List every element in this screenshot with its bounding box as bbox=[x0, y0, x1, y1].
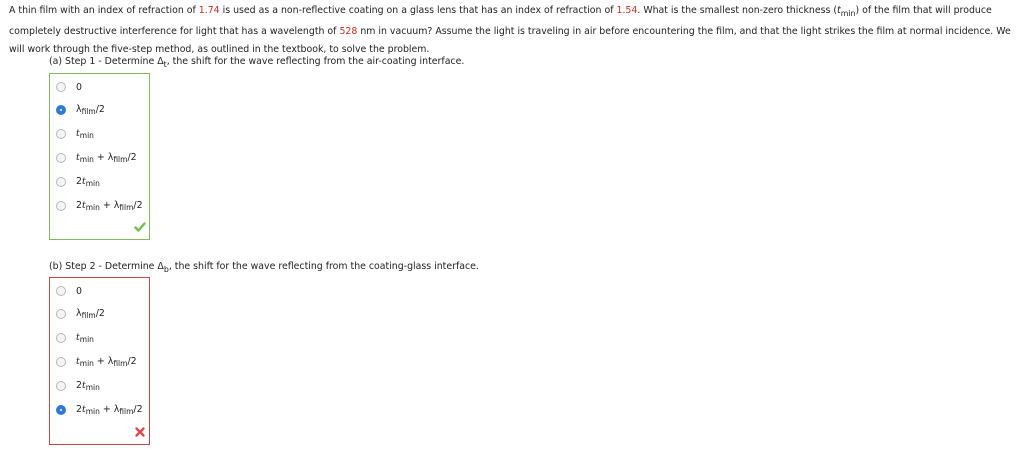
problem-text: . What is the smallest non-zero thickness ( bbox=[637, 5, 838, 16]
tmin-symbol: t bbox=[837, 5, 841, 16]
radio-button[interactable] bbox=[56, 82, 66, 92]
option-label: 0 bbox=[76, 285, 82, 297]
problem-text: nm in vacuum? Assume the light is traveling in air before encountering the film, and that the light strikes the film at normal incidence. We will work through the five-step method, as outlined in the textbook, to solve the problem. bbox=[9, 25, 1011, 55]
option-label: $\lambda_{film}/2$ bbox=[76, 104, 105, 116]
radio-button[interactable] bbox=[56, 309, 66, 319]
problem-text: A thin film with an index of refraction of bbox=[9, 5, 199, 16]
part-b-option-2[interactable] bbox=[56, 331, 94, 345]
radio-button[interactable] bbox=[56, 357, 66, 367]
radio-button[interactable] bbox=[56, 381, 66, 391]
part-a-answer-box bbox=[49, 73, 150, 240]
part-a-option-5[interactable] bbox=[56, 199, 143, 213]
radio-button-selected[interactable] bbox=[56, 105, 66, 115]
option-label: $2t_{min} + \lambda_{film}/2$ bbox=[76, 200, 143, 212]
option-label: $2t_{min}$ bbox=[76, 380, 100, 392]
problem-text: ) of the film that will produce completely destructive interference for light that has a wavelength of bbox=[9, 5, 992, 37]
option-label: $t_{min}$ bbox=[76, 128, 94, 140]
part-a-option-0[interactable] bbox=[56, 80, 82, 94]
option-label: $t_{min}$ bbox=[76, 332, 94, 344]
radio-button[interactable] bbox=[56, 177, 66, 187]
question-text: , the shift for the wave reflecting from the air-coating interface. bbox=[166, 56, 465, 67]
part-a-option-3[interactable] bbox=[56, 151, 137, 165]
problem-text: is used as a non-reflective coating on a glass lens that has an index of refraction of bbox=[219, 5, 617, 16]
part-b-option-1[interactable] bbox=[56, 307, 105, 321]
part-b-option-5[interactable] bbox=[56, 403, 143, 417]
part-b-option-4[interactable] bbox=[56, 379, 100, 393]
question-text: , the shift for the wave reflecting from the coating-glass interface. bbox=[168, 261, 479, 272]
question-text: (a) Step 1 - Determine Δ bbox=[49, 56, 164, 67]
option-label: $2t_{min}$ bbox=[76, 176, 100, 188]
cross-icon bbox=[134, 426, 146, 438]
delta-subscript: b bbox=[163, 264, 169, 274]
problem-statement bbox=[9, 2, 1017, 59]
radio-button[interactable] bbox=[56, 201, 66, 211]
option-label: $t_{min} + \lambda_{film}/2$ bbox=[76, 356, 137, 368]
radio-button[interactable] bbox=[56, 333, 66, 343]
radio-button[interactable] bbox=[56, 129, 66, 139]
option-label: $2t_{min} + \lambda_{film}/2$ bbox=[76, 404, 143, 416]
radio-button-selected[interactable] bbox=[56, 405, 66, 415]
part-b-question bbox=[49, 261, 479, 274]
option-label: $\lambda_{film}/2$ bbox=[76, 308, 105, 320]
tmin-subscript: min bbox=[840, 8, 856, 18]
radio-button[interactable] bbox=[56, 153, 66, 163]
checkmark-icon bbox=[134, 221, 146, 233]
part-a-question bbox=[49, 56, 464, 69]
part-a-option-2[interactable] bbox=[56, 127, 94, 141]
part-b-answer-box bbox=[49, 277, 150, 445]
delta-subscript: t bbox=[163, 59, 167, 69]
radio-button[interactable] bbox=[56, 286, 66, 296]
part-b-option-0[interactable] bbox=[56, 284, 82, 298]
question-text: (b) Step 2 - Determine Δ bbox=[49, 261, 164, 272]
option-label: 0 bbox=[76, 81, 82, 93]
part-a-option-4[interactable] bbox=[56, 175, 100, 189]
lens-index-value: 1.54 bbox=[616, 5, 638, 16]
film-index-value: 1.74 bbox=[198, 5, 220, 16]
part-a-option-1[interactable] bbox=[56, 103, 105, 117]
part-b-option-3[interactable] bbox=[56, 355, 137, 369]
wavelength-value: 528 bbox=[339, 25, 358, 37]
option-label: $t_{min} + \lambda_{film}/2$ bbox=[76, 152, 137, 164]
